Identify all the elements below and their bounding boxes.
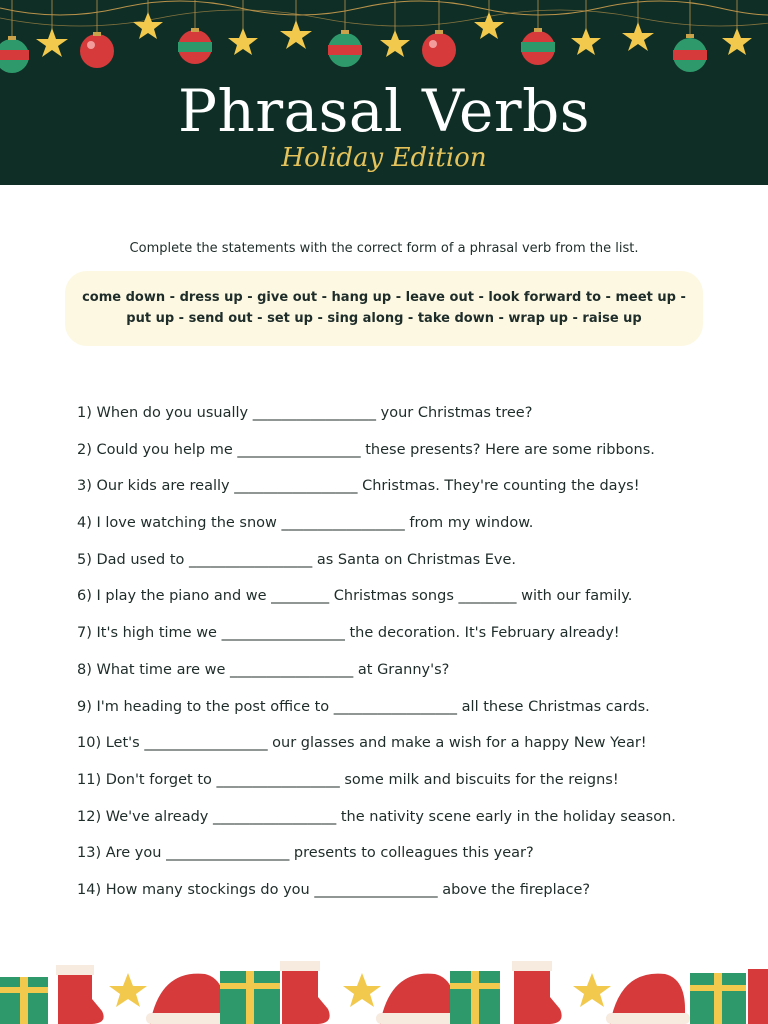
santa-hat-icon: [606, 974, 690, 1024]
question-7: 7) It's high time we _________________ the decoration. It's February already!: [77, 622, 727, 659]
answer-blank[interactable]: ________: [271, 588, 330, 605]
answer-blank[interactable]: _________________: [212, 808, 337, 825]
question-6: 6) I play the piano and we ________ Christmas songs ________ with our family.: [77, 585, 727, 622]
ornament-icon: [80, 34, 114, 68]
question-list: [77, 402, 727, 916]
stocking-icon: [748, 969, 768, 1024]
star-icon: [228, 28, 258, 55]
star-icon: [571, 28, 601, 55]
answer-blank[interactable]: _________________: [333, 698, 458, 715]
answer-blank[interactable]: _________________: [252, 405, 377, 421]
answer-blank[interactable]: _________________: [230, 661, 354, 678]
star-icon: [722, 28, 752, 55]
header-banner: [0, 0, 768, 185]
question-1: 1) When do you usually _________________ your Christmas tree?: [77, 402, 727, 439]
ornament-icon: [521, 31, 555, 65]
word-bank: [65, 271, 703, 346]
ornament-icon: [422, 33, 456, 67]
question-13: 13) Are you _________________ presents to colleagues this year?: [77, 842, 727, 879]
ornament-icon: [0, 39, 29, 73]
question-5: 5) Dad used to _________________ as Santa on Christmas Eve.: [77, 549, 727, 586]
question-10: 10) Let's _________________ our glasses and make a wish for a happy New Year!: [77, 732, 727, 769]
question-14: 14) How many stockings do you _________________ above the fireplace?: [77, 879, 727, 916]
gift-icon: [0, 977, 48, 1024]
page-subtitle: Holiday Edition: [281, 143, 487, 173]
page-title: Phrasal Verbs: [177, 77, 591, 145]
answer-blank[interactable]: _________________: [281, 515, 405, 532]
star-icon: [36, 28, 68, 57]
gift-icon: [450, 971, 500, 1024]
stocking-icon: [280, 961, 330, 1024]
answer-blank[interactable]: _________________: [166, 845, 290, 862]
word-bank-line-2: put up - send out - set up - sing along - take down - wrap up - raise up: [126, 311, 642, 326]
question-11: 11) Don't forget to _________________ some milk and biscuits for the reigns!: [77, 769, 727, 806]
answer-blank[interactable]: _________________: [144, 735, 268, 752]
stocking-icon: [512, 961, 562, 1024]
star-icon: [343, 973, 381, 1007]
star-icon: [109, 973, 147, 1007]
star-icon: [280, 20, 312, 49]
question-2: 2) Could you help me _________________ these presents? Here are some ribbons.: [77, 439, 727, 476]
footer-decoration: [0, 955, 768, 1024]
answer-blank[interactable]: _________________: [189, 551, 313, 568]
star-icon: [133, 12, 163, 39]
answer-blank[interactable]: _________________: [221, 625, 345, 642]
stocking-icon: [56, 965, 104, 1024]
question-3: 3) Our kids are really _________________ Christmas. They're counting the days!: [77, 475, 727, 512]
star-icon: [573, 973, 611, 1007]
star-icon: [622, 22, 654, 51]
question-8: 8) What time are we _________________ at Granny's?: [77, 659, 727, 696]
gift-icon: [220, 971, 280, 1024]
answer-blank[interactable]: _________________: [216, 771, 340, 788]
question-4: 4) I love watching the snow _________________ from my window.: [77, 512, 727, 549]
instructions-text: Complete the statements with the correct form of a phrasal verb from the list.: [129, 241, 639, 256]
star-icon: [380, 30, 410, 57]
ornament-icon: [178, 30, 212, 64]
ornament-icon: [673, 38, 707, 72]
answer-blank[interactable]: _________________: [234, 478, 358, 495]
answer-blank[interactable]: _________________: [237, 441, 361, 458]
question-9: 9) I'm heading to the post office to _________________ all these Christmas cards.: [77, 696, 727, 733]
word-bank-line-1: come down - dress up - give out - hang up - leave out - look forward to - meet up -: [82, 290, 686, 305]
ornament-icon: [328, 33, 362, 67]
answer-blank[interactable]: _________________: [314, 881, 438, 898]
answer-blank-2[interactable]: ________: [458, 588, 517, 605]
gift-icon: [690, 973, 746, 1024]
star-icon: [474, 12, 504, 39]
question-12: 12) We've already _________________ the nativity scene early in the holiday season.: [77, 806, 727, 843]
